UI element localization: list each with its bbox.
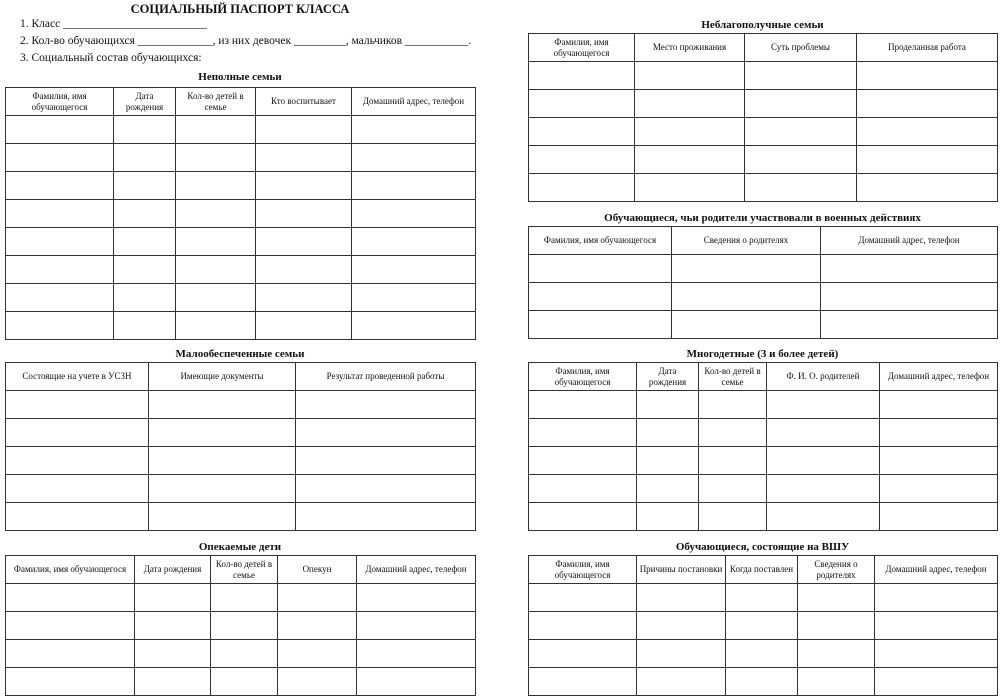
column-header: Фамилия, имя обучающегося [529, 363, 637, 391]
table-cell [352, 200, 476, 228]
table-cell [798, 584, 875, 612]
table-cell [6, 116, 114, 144]
table-cell [176, 284, 256, 312]
table-row [529, 419, 998, 447]
table-row [6, 668, 476, 696]
table-cell [875, 668, 998, 696]
incomplete-families-table [5, 87, 476, 340]
column-header: Фамилия, имя обучающегося [529, 556, 637, 584]
table-row [6, 584, 476, 612]
table-row [529, 447, 998, 475]
table-cell [256, 172, 352, 200]
table-cell [745, 118, 857, 146]
table-cell [256, 256, 352, 284]
table-cell [6, 503, 149, 531]
table-cell [114, 228, 176, 256]
column-header: Домашний адрес, телефон [821, 227, 998, 255]
table-header-row [529, 227, 998, 255]
table-cell [857, 90, 998, 118]
column-header: Дата рождения [135, 556, 211, 584]
table-cell [176, 116, 256, 144]
table-header-row [6, 363, 476, 391]
table-row [6, 228, 476, 256]
table-row [529, 311, 998, 339]
column-header: Проделанная работа [857, 34, 998, 62]
section-title-military-parents: Обучающиеся, чьи родители участвовали в военных действиях [604, 212, 921, 224]
table-cell [637, 668, 726, 696]
table-cell [6, 200, 114, 228]
table-row [6, 391, 476, 419]
table-cell [672, 255, 821, 283]
table-cell [726, 668, 798, 696]
students-count-line: 2. Кол-во обучающихся _____________, из них девочек _________, мальчиков ___________. [20, 35, 472, 47]
table-cell [745, 146, 857, 174]
table-cell [798, 612, 875, 640]
table-cell [857, 62, 998, 90]
column-header: Кто воспитывает [256, 88, 352, 116]
table-cell [6, 391, 149, 419]
table-cell [529, 584, 637, 612]
table-cell [637, 584, 726, 612]
table-cell [114, 256, 176, 284]
section-title-large-families: Многодетные (3 и более детей) [686, 348, 839, 360]
table-cell [352, 228, 476, 256]
table-cell [637, 475, 699, 503]
section-title-incomplete-families: Неполные семьи [198, 71, 282, 83]
table-cell [767, 475, 880, 503]
column-header: Опекун [278, 556, 357, 584]
table-cell [637, 640, 726, 668]
large-families-table [528, 362, 998, 531]
table-cell [529, 90, 635, 118]
table-cell [672, 283, 821, 311]
table-row [529, 174, 998, 202]
table-row [529, 584, 998, 612]
table-cell [672, 311, 821, 339]
table-cell [529, 391, 637, 419]
table-cell [149, 419, 296, 447]
table-cell [635, 62, 745, 90]
table-cell [745, 174, 857, 202]
table-cell [857, 174, 998, 202]
table-row [529, 62, 998, 90]
table-cell [529, 475, 637, 503]
table-cell [767, 447, 880, 475]
table-cell [875, 584, 998, 612]
table-row [529, 668, 998, 696]
table-row [6, 200, 476, 228]
column-header: Кол-во детей в семье [211, 556, 278, 584]
table-cell [176, 144, 256, 172]
table-row [6, 475, 476, 503]
table-cell [767, 419, 880, 447]
section-title-foster-children: Опекаемые дети [198, 541, 282, 553]
table-cell [880, 475, 998, 503]
column-header: Место проживания [635, 34, 745, 62]
table-cell [357, 640, 476, 668]
table-cell [745, 62, 857, 90]
table-cell [821, 283, 998, 311]
table-cell [529, 283, 672, 311]
table-cell [635, 174, 745, 202]
table-cell [529, 640, 637, 668]
column-header: Сведения о родителях [798, 556, 875, 584]
table-cell [176, 200, 256, 228]
table-cell [699, 475, 767, 503]
table-cell [357, 584, 476, 612]
table-cell [149, 475, 296, 503]
page-title: СОЦИАЛЬНЫЙ ПАСПОРТ КЛАССА [130, 2, 350, 16]
table-cell [352, 312, 476, 340]
table-cell [529, 612, 637, 640]
table-header-row [529, 556, 998, 584]
table-cell [278, 584, 357, 612]
column-header: Результат проведенной работы [296, 363, 476, 391]
table-cell [726, 612, 798, 640]
table-row [529, 640, 998, 668]
table-cell [880, 391, 998, 419]
table-header-row [529, 34, 998, 62]
table-cell [6, 584, 135, 612]
table-cell [135, 584, 211, 612]
table-cell [699, 503, 767, 531]
column-header: Имеющие документы [149, 363, 296, 391]
table-cell [256, 200, 352, 228]
table-row [529, 612, 998, 640]
table-cell [529, 255, 672, 283]
table-cell [149, 447, 296, 475]
table-cell [211, 640, 278, 668]
column-header: Причины постановки [637, 556, 726, 584]
column-header: Ф. И. О. родителей [767, 363, 880, 391]
table-cell [352, 256, 476, 284]
low-income-families-table [5, 362, 476, 531]
table-header-row [529, 363, 998, 391]
table-cell [114, 144, 176, 172]
table-row [6, 640, 476, 668]
column-header: Кол-во детей в семье [699, 363, 767, 391]
table-cell [296, 447, 476, 475]
table-cell [529, 146, 635, 174]
table-cell [352, 284, 476, 312]
column-header: Дата рождения [114, 88, 176, 116]
table-cell [726, 640, 798, 668]
table-cell [211, 668, 278, 696]
social-composition-line: 3. Социальный состав обучающихся: [20, 52, 202, 64]
table-cell [149, 503, 296, 531]
table-row [6, 419, 476, 447]
table-row [529, 391, 998, 419]
table-cell [6, 612, 135, 640]
table-cell [352, 116, 476, 144]
table-cell [256, 116, 352, 144]
table-cell [6, 447, 149, 475]
column-header: Сведения о родителях [672, 227, 821, 255]
table-cell [352, 172, 476, 200]
table-cell [256, 144, 352, 172]
table-row [6, 116, 476, 144]
table-cell [875, 612, 998, 640]
column-header: Кол-во детей в семье [176, 88, 256, 116]
column-header: Фамилия, имя обучающегося [529, 227, 672, 255]
table-cell [176, 172, 256, 200]
table-row [529, 255, 998, 283]
table-row [529, 118, 998, 146]
table-row [529, 283, 998, 311]
table-cell [637, 503, 699, 531]
table-row [6, 284, 476, 312]
table-row [6, 256, 476, 284]
column-header: Фамилия, имя обучающегося [529, 34, 635, 62]
table-cell [135, 640, 211, 668]
table-header-row [6, 556, 476, 584]
table-cell [637, 391, 699, 419]
table-cell [529, 311, 672, 339]
table-cell [699, 419, 767, 447]
table-row [6, 144, 476, 172]
table-cell [211, 612, 278, 640]
table-cell [352, 144, 476, 172]
table-cell [296, 419, 476, 447]
table-cell [278, 640, 357, 668]
table-cell [6, 284, 114, 312]
section-title-low-income-families: Малообеспеченные семьи [175, 348, 305, 360]
table-row [529, 90, 998, 118]
column-header: Дата рождения [637, 363, 699, 391]
table-cell [529, 118, 635, 146]
column-header: Домашний адрес, телефон [352, 88, 476, 116]
table-cell [529, 62, 635, 90]
table-cell [6, 419, 149, 447]
table-cell [880, 419, 998, 447]
table-cell [635, 146, 745, 174]
column-header: Состоящие на учете в УСЗН [6, 363, 149, 391]
table-cell [637, 447, 699, 475]
table-row [6, 312, 476, 340]
table-cell [296, 475, 476, 503]
table-cell [114, 200, 176, 228]
table-cell [726, 584, 798, 612]
table-cell [699, 447, 767, 475]
table-cell [880, 447, 998, 475]
table-cell [635, 90, 745, 118]
table-cell [821, 255, 998, 283]
table-row [529, 475, 998, 503]
table-cell [635, 118, 745, 146]
table-cell [256, 228, 352, 256]
table-cell [767, 503, 880, 531]
table-cell [821, 311, 998, 339]
table-row [529, 503, 998, 531]
table-header-row [6, 88, 476, 116]
table-cell [767, 391, 880, 419]
table-cell [114, 172, 176, 200]
table-cell [6, 475, 149, 503]
class-line: 1. Класс _________________________ [20, 18, 207, 30]
foster-children-table [5, 555, 476, 696]
table-cell [176, 228, 256, 256]
table-cell [256, 284, 352, 312]
table-cell [875, 640, 998, 668]
table-cell [6, 228, 114, 256]
column-header: Домашний адрес, телефон [357, 556, 476, 584]
column-header: Домашний адрес, телефон [875, 556, 998, 584]
column-header: Домашний адрес, телефон [880, 363, 998, 391]
table-cell [6, 312, 114, 340]
column-header: Суть проблемы [745, 34, 857, 62]
section-title-dysfunctional-families: Неблагополучные семьи [701, 19, 824, 31]
table-cell [529, 419, 637, 447]
table-cell [114, 312, 176, 340]
table-cell [529, 174, 635, 202]
table-cell [114, 116, 176, 144]
table-cell [745, 90, 857, 118]
table-cell [149, 391, 296, 419]
table-cell [880, 503, 998, 531]
military-parents-table [528, 226, 998, 339]
table-cell [529, 668, 637, 696]
table-cell [135, 612, 211, 640]
table-cell [256, 312, 352, 340]
column-header: Фамилия, имя обучающегося [6, 556, 135, 584]
table-row [6, 447, 476, 475]
column-header: Фамилия, имя обучающегося [6, 88, 114, 116]
table-cell [798, 668, 875, 696]
table-cell [798, 640, 875, 668]
table-cell [857, 146, 998, 174]
table-cell [176, 256, 256, 284]
table-cell [6, 668, 135, 696]
table-cell [529, 447, 637, 475]
table-cell [357, 668, 476, 696]
table-cell [296, 391, 476, 419]
table-row [529, 146, 998, 174]
school-register-table [528, 555, 998, 696]
table-cell [176, 312, 256, 340]
table-cell [699, 391, 767, 419]
table-cell [6, 640, 135, 668]
table-cell [529, 503, 637, 531]
table-cell [296, 503, 476, 531]
dysfunctional-families-table [528, 33, 998, 202]
table-cell [6, 172, 114, 200]
table-cell [278, 668, 357, 696]
table-cell [637, 419, 699, 447]
table-cell [857, 118, 998, 146]
table-row [6, 503, 476, 531]
table-cell [211, 584, 278, 612]
table-cell [6, 256, 114, 284]
column-header: Когда поставлен [726, 556, 798, 584]
table-cell [278, 612, 357, 640]
table-cell [114, 284, 176, 312]
table-row [6, 612, 476, 640]
table-cell [135, 668, 211, 696]
section-title-school-register: Обучающиеся, состоящие на ВШУ [675, 541, 850, 553]
table-cell [357, 612, 476, 640]
table-cell [637, 612, 726, 640]
table-cell [6, 144, 114, 172]
table-row [6, 172, 476, 200]
